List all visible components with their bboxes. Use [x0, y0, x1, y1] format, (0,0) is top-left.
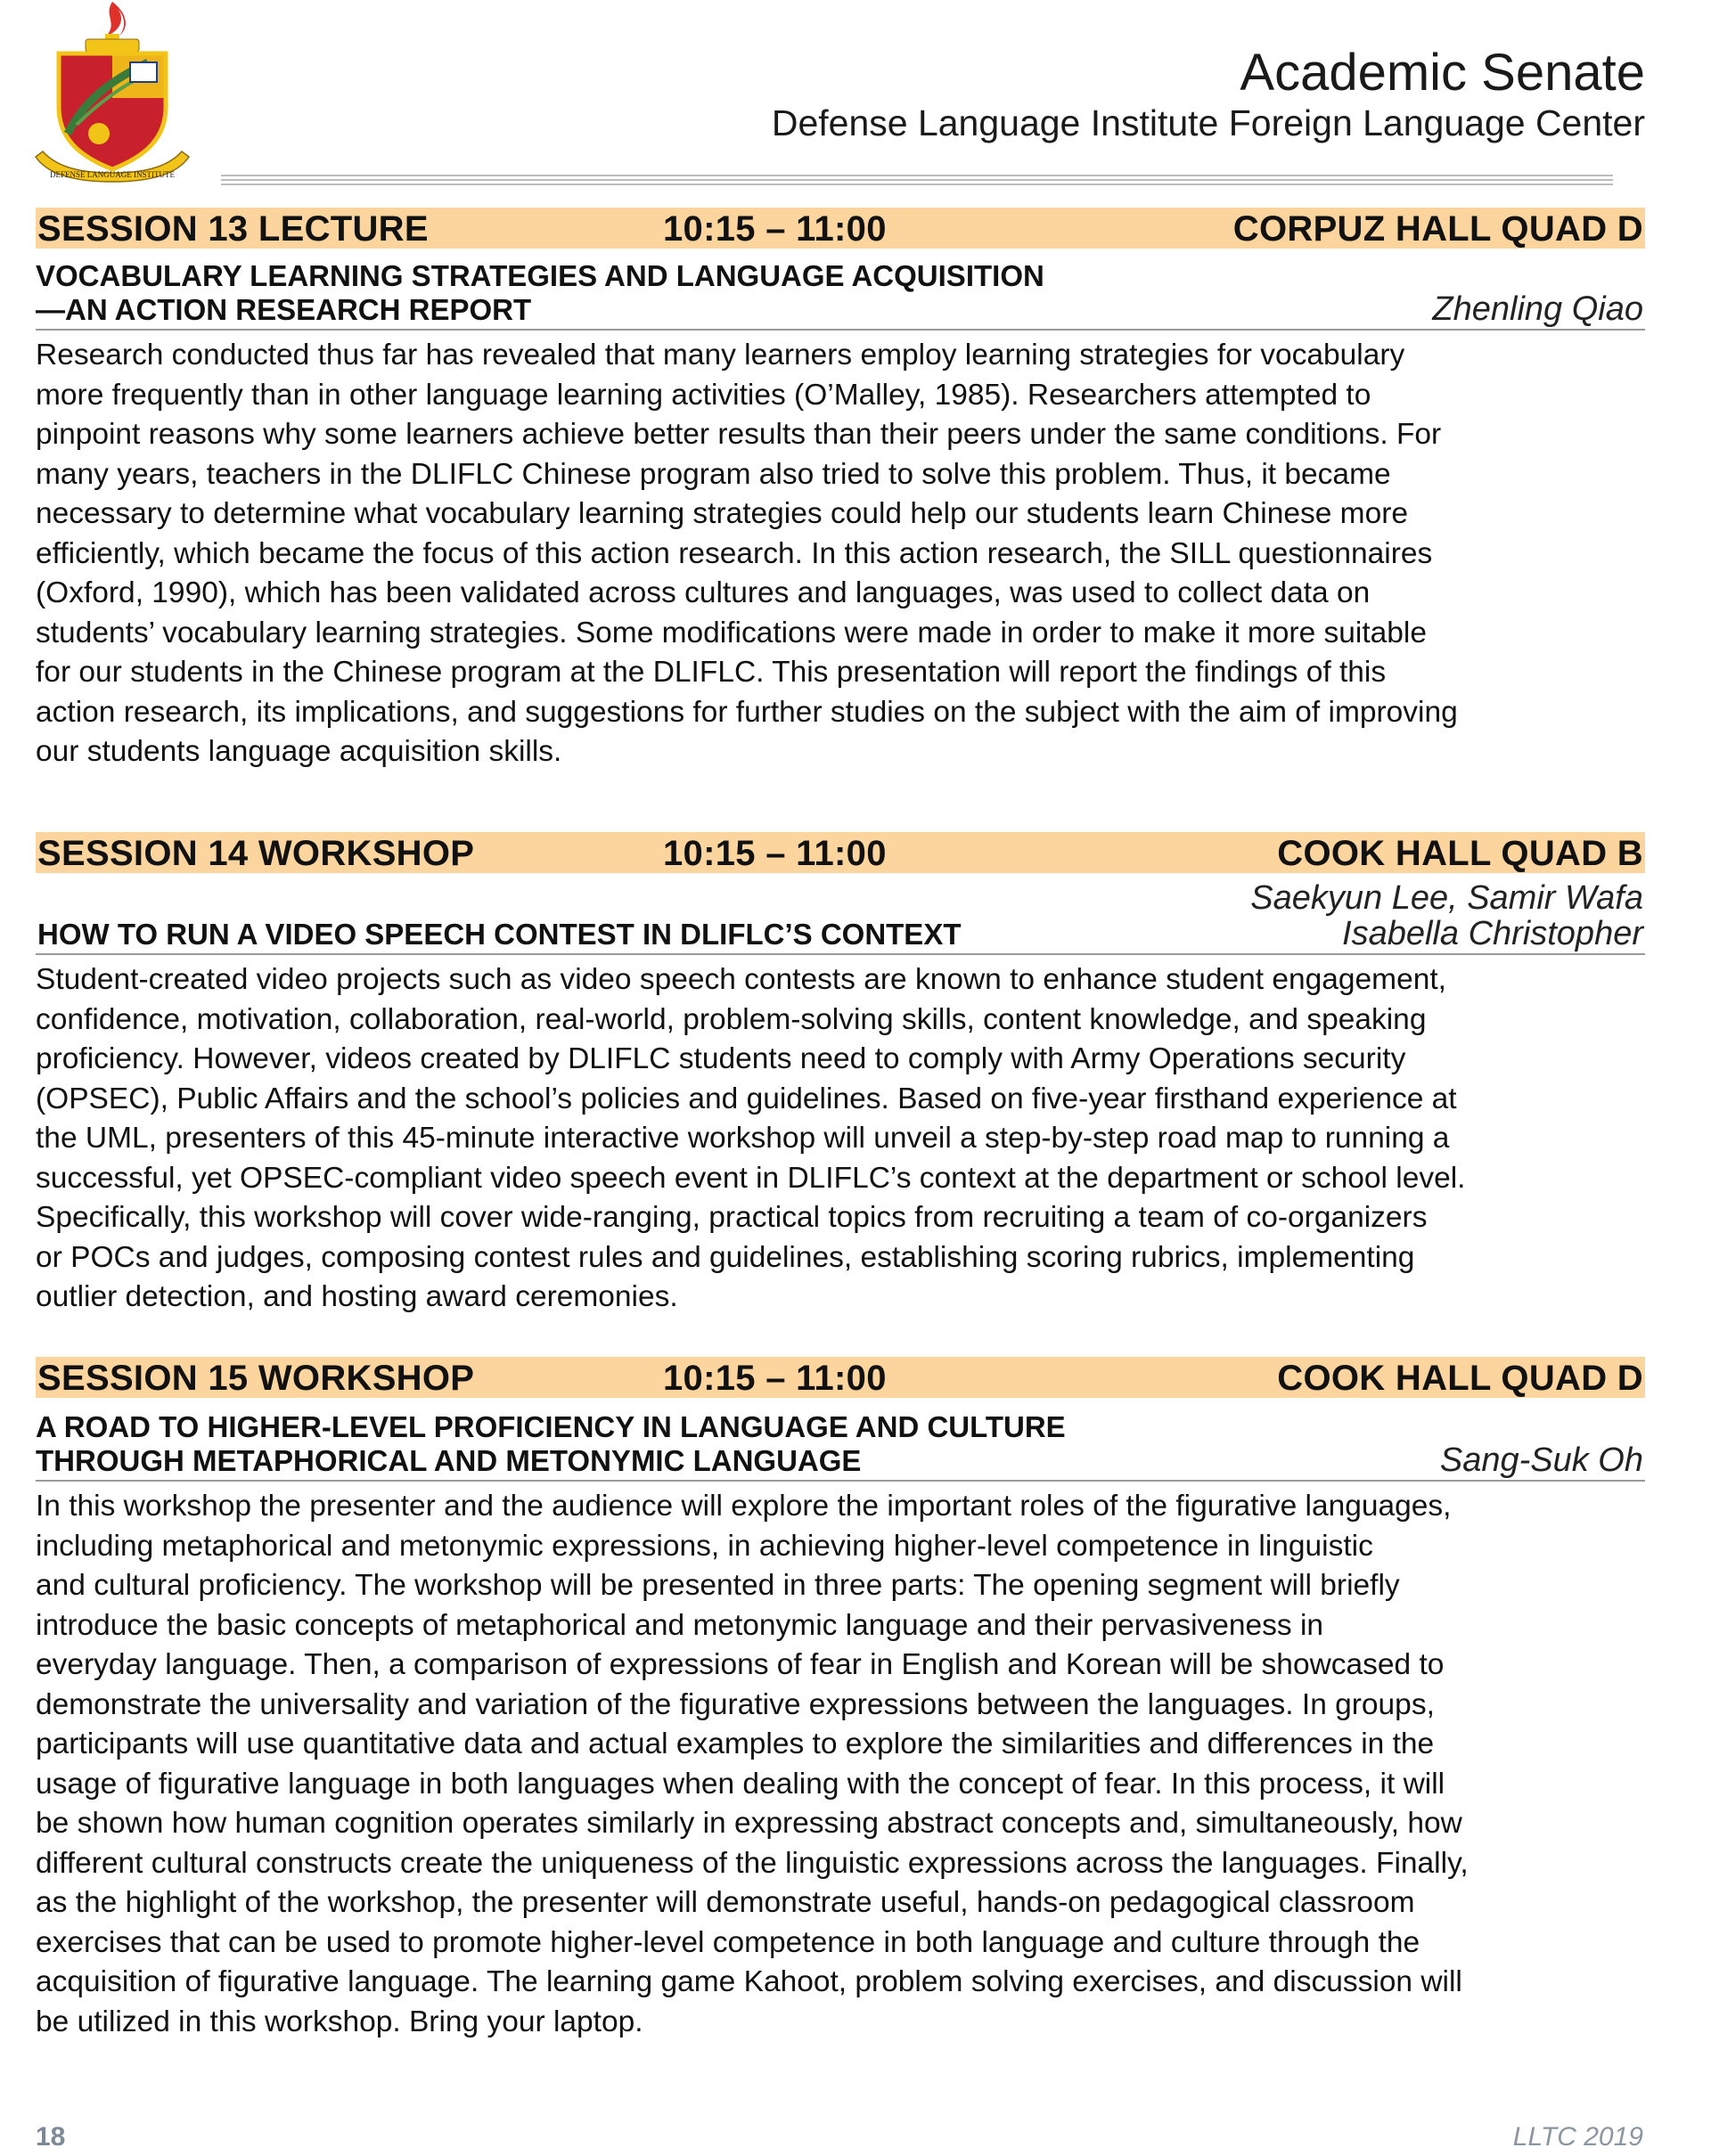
session-header-bar [36, 1357, 1645, 1398]
session-abstract: In this workshop the presenter and the audience will explore the important roles of the figurative languages, including metaphorical and metonymic expressions, in achieving higher-level competence in linguistic and cultural proficiency. The workshop will be presented in three parts: The opening segment will briefly introduce the basic concepts of metaphorical and metonymic language and their pervasiveness in everyday language. Then, a comparison of expressions of fear in English and Korean will be showcased to demonstrate the universality and variation of the figurative expressions between the languages. In groups, participants will use quantitative data and actual examples to explore the similarities and differences in the usage of figurative language in both languages when dealing with the concept of fear. In this process, it will be shown how human cognition operates similarly in expressing abstract concepts and, simultaneously, how different cultural constructs create the uniqueness of the linguistic expressions across the languages. Finally, as the highlight of the workshop, the presenter will demonstrate useful, hands-on pedagogical classroom exercises that can be used to promote higher-level competence in both language and culture through the acquisition of figurative language. The learning game Kahoot, problem solving exercises, and discussion will be utilized in this workshop. Bring your laptop. [36, 1490, 1469, 2038]
crest-text: DEFENSE LANGUAGE INSTITUTE [50, 170, 175, 179]
page-number: 18 [36, 2122, 66, 2152]
presenter-name: Saekyun Lee, Samir Wafa [1250, 879, 1643, 917]
talk-title-row [36, 259, 1645, 327]
session-block-15 [36, 1357, 1645, 2042]
session-abstract: Research conducted thus far has revealed that many learners employ learning strategies for vocabulary more frequently than in other language learning activities (O’Malley, 1985). Researchers attempted to pinpoint reasons why some learners achieve better results than their peers under the same conditions. For many years, teachers in the DLIFLC Chinese program also tried to solve this problem. Thus, it became necessary to determine what vocabulary learning strategies could help our students learn Chinese more efficiently, which became the focus of this action research. In this action research, the SILL questionnaires (Oxford, 1990), which has been validated across cultures and languages, was used to collect data on students’ vocabulary learning strategies. Some modifications were made in order to make it more suitable for our students in the Chinese program at the DLIFLC. This presentation will report the findings of this action research, its implications, and suggestions for further studies on the subject with the aim of improving our students language acquisition skills. [36, 339, 1458, 768]
session-label: SESSION 14 WORKSHOP [37, 834, 475, 873]
session-block-13 [36, 208, 1645, 772]
talk-title-line: HOW TO RUN A VIDEO SPEECH CONTEST IN DLIFLC’S CONTEXT [37, 918, 962, 951]
talk-title [37, 918, 962, 951]
title-underline [36, 1480, 1645, 1482]
session-header-bar [36, 208, 1645, 249]
session-label: SESSION 13 LECTURE [37, 209, 429, 249]
session-label: SESSION 15 WORKSHOP [37, 1359, 475, 1398]
dli-crest-logo [32, 0, 192, 192]
talk-title-line: A ROAD TO HIGHER-LEVEL PROFICIENCY IN LANGUAGE AND CULTURE [36, 1410, 1066, 1443]
session-time: 10:15 – 11:00 [663, 834, 887, 873]
presenter-name: Sang-Suk Oh [1439, 1441, 1643, 1479]
talk-title-line: VOCABULARY LEARNING STRATEGIES AND LANGUAGE ACQUISITION [36, 259, 1044, 292]
talk-title [36, 1410, 1645, 1478]
presenter-name: Isabella Christopher [1342, 915, 1643, 952]
session-location: CORPUZ HALL QUAD D [1232, 209, 1643, 249]
session-block-14 [36, 832, 1645, 1318]
title-underline [36, 329, 1645, 331]
session-location: COOK HALL QUAD D [1277, 1359, 1643, 1398]
talk-title [36, 259, 1645, 327]
title-underline [36, 953, 1645, 955]
talk-title-row [36, 1410, 1645, 1478]
talk-title-row [36, 880, 1645, 951]
page-subtitle: Defense Language Institute Foreign Language Center [771, 102, 1645, 143]
page-title: Academic Senate [1240, 44, 1645, 102]
session-time: 10:15 – 11:00 [663, 209, 887, 249]
talk-title-line: THROUGH METAPHORICAL AND METONYMIC LANGUAGE [36, 1444, 862, 1477]
talk-title-line: —AN ACTION RESEARCH REPORT [36, 293, 532, 326]
session-abstract: Student-created video projects such as video speech contests are known to enhance student engagement, confidence, motivation, collaboration, real-world, problem-solving skills, content knowledge, and speaking proficiency. However, videos created by DLIFLC students need to comply with Army Operations security (OPSEC), Public Affairs and the school’s policies and guidelines. Based on five-year firsthand experience at the UML, presenters of this 45-minute interactive workshop will unveil a step-by-step road map to running a successful, yet OPSEC-compliant video speech event in DLIFLC’s context at the department or school level. Specifically, this workshop will cover wide-ranging, practical topics from recruiting a team of co-organizers or POCs and judges, composing contest rules and guidelines, establishing scoring rubrics, implementing outlier detection, and hosting award ceremonies. [36, 963, 1466, 1313]
session-header-bar [36, 832, 1645, 873]
presenter-names [1250, 880, 1643, 951]
presenter-name: Zhenling Qiao [1432, 290, 1643, 328]
session-location: COOK HALL QUAD B [1277, 834, 1643, 873]
header-divider [221, 175, 1613, 189]
conference-label: LLTC 2019 [1512, 2122, 1643, 2152]
session-time: 10:15 – 11:00 [663, 1359, 887, 1398]
